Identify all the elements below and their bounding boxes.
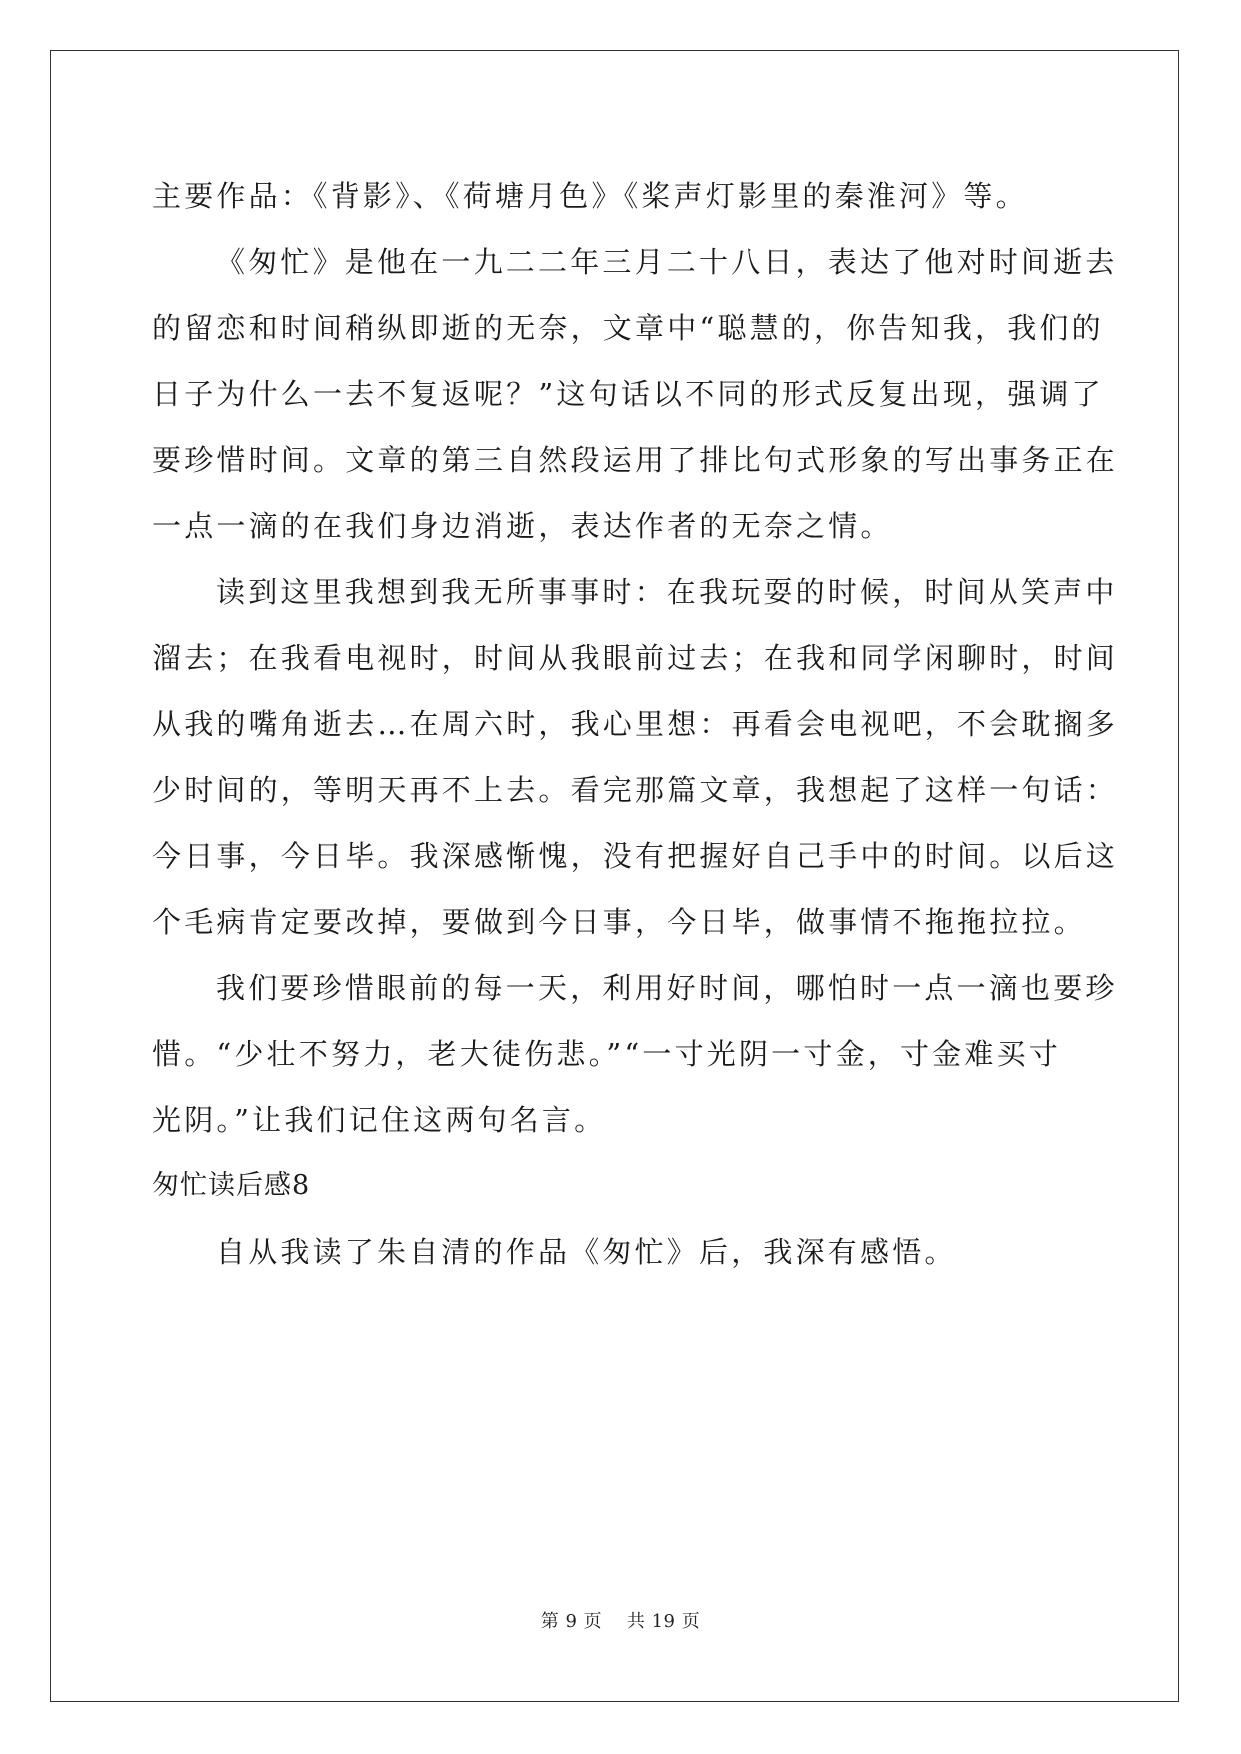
paragraph-line: 要珍惜时间。文章的第三自然段运用了排比句式形象的写出事务正在 [152,443,1119,477]
page-number-footer: 第 9 页 共 19 页 [540,1611,701,1632]
paragraph-line: 惜。“少壮不努力，老大徒伤悲。”“一寸光阴一寸金，寸金难买寸 [152,1037,1061,1071]
paragraph-line: 主要作品：《背影》、《荷塘月色》《桨声灯影里的秦淮河》等。 [152,179,1028,213]
paragraph-line: 的留恋和时间稍纵即逝的无奈，文章中“聪慧的，你告知我，我们的 [152,311,1104,345]
paragraph-line: 《匆忙》是他在一九二二年三月二十八日，表达了他对时间逝去 [216,245,1118,279]
paragraph-line: 一点一滴的在我们身边消逝，表达作者的无奈之情。 [152,509,893,543]
document-body [152,164,1119,1286]
paragraph-line: 自从我读了朱自清的作品《匆忙》后，我深有感悟。 [216,1235,957,1269]
paragraph-line: 个毛病肯定要改掉，要做到今日事，今日毕，做事情不拖拖拉拉。 [152,905,1086,939]
paragraph-line: 溜去；在我看电视时，时间从我眼前过去；在我和同学闲聊时，时间 [152,641,1119,675]
paragraph-line: 少时间的，等明天再不上去。看完那篇文章，我想起了这样一句话： [152,773,1119,807]
paragraph-line: 从我的嘴角逝去…在周六时，我心里想：再看会电视吧，不会耽搁多 [152,707,1119,741]
paragraph-line: 今日事，今日毕。我深感惭愧，没有把握好自己手中的时间。以后这 [152,839,1119,873]
section-heading: 匆忙读后感8 [152,1170,311,1201]
paragraph-line: 日子为什么一去不复返呢？”这句话以不同的形式反复出现，强调了 [152,377,1104,411]
paragraph-line: 我们要珍惜眼前的每一天，利用好时间，哪怕时一点一滴也要珍 [216,971,1118,1005]
paragraph-line: 读到这里我想到我无所事事时：在我玩耍的时候，时间从笑声中 [216,575,1118,609]
paragraph-line: 光阴。”让我们记住这两句名言。 [152,1103,607,1137]
